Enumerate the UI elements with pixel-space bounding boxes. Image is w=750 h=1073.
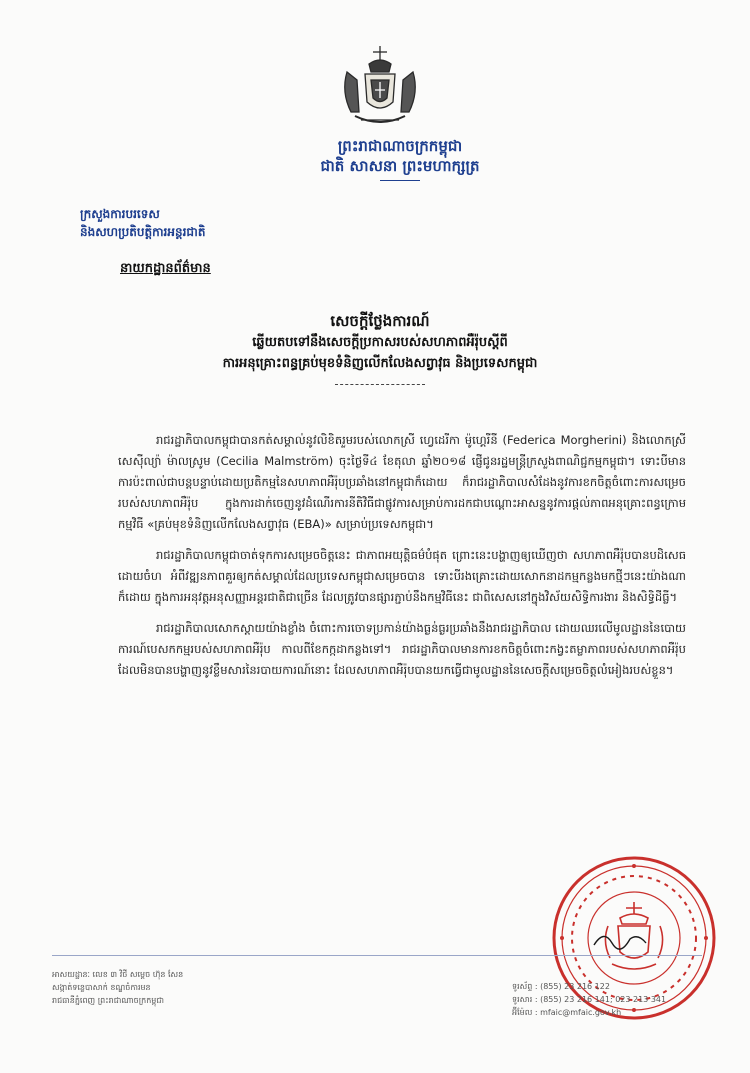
- contact-email: អ៊ីម៉ែល : mfaic@mfaic.gov.kh: [512, 1008, 622, 1017]
- paragraph-2: រាជរដ្ឋាភិបាលកម្ពុជាចាត់ទុកការសម្រេចចិត្តនេះ ជាភាពអយុត្តិធម៌បំផុត ព្រោះនេះបង្ហាញឲ្យឃើញថា សហភាពអឺរ៉ុបបានបដិសេធដោយចំហ អំពីវឌ្ឍនភាពគួរឲ្យកត់សម្គាល់ដែលប្រទេសកម្ពុជាសម្រេចបាន ទោះបីរងគ្រោះដោយសោកនាដកម្មកន្លងមកថ្មីៗនេះយ៉ាងណាក៏ដោយ ក្នុងការអនុវត្តអនុសញ្ញាអន្តរជាតិជាច្រើន ដែលត្រូវបានផ្សារភ្ជាប់នឹងកម្មវិធីនេះ ជាពិសេសនៅក្នុងវិស័យសិទ្ធិការងារ និងសិទ្ធិដីធ្លី។: [118, 548, 686, 604]
- address-line3: រាជធានីភ្នំពេញ ព្រះរាជាណាចក្រកម្ពុជា: [52, 996, 164, 1005]
- national-motto: ជាតិ សាសនា ព្រះមហាក្សត្រ: [320, 157, 480, 175]
- title-rule: [335, 384, 425, 385]
- ministry-line1: ក្រសួងការបរទេស: [80, 207, 160, 221]
- ministry-heading: [80, 205, 300, 241]
- statement-body: [118, 430, 686, 691]
- footer-address: [52, 968, 352, 1007]
- title-line2: ឆ្លើយតបទៅនឹងសេចក្តីប្រកាសរបស់សហភាពអឺរ៉ុបស្តីពី: [252, 335, 508, 350]
- department-name: នាយកដ្ឋានព័ត៌មាន: [120, 261, 211, 276]
- title-line3: ការអនុគ្រោះពន្ធគ្រប់មុខទំនិញលើកលែងសព្វាវុធ និងប្រទេសកម្ពុជា: [222, 356, 538, 371]
- royal-crest-icon: [335, 42, 425, 130]
- paragraph-3: រាជរដ្ឋាភិបាលសោកស្តាយយ៉ាងខ្លាំង ចំពោះការចោទប្រកាន់យ៉ាងធ្ងន់ធ្ងរប្រឆាំងនឹងរាជរដ្ឋាភិបាល ដោយឈរលើមូលដ្ឋាននៃបោយការណ៍បេសកកម្មរបស់សហភាពអឺរ៉ុប កាលពីខែកក្កដាកន្លងទៅ។ រាជរដ្ឋាភិបាលមានការខកចិត្តចំពោះកង្វះតម្លាភាពរបស់សហភាពអឺរ៉ុប ដែលមិនបានបង្ហាញនូវខ្លឹមសារនៃរបាយការណ៍នោះ ដែលសហភាពអឺរ៉ុបបានយកធ្វើជាមូលដ្ឋាននៃសេចក្តីសម្រេចចិត្តលំអៀងរបស់ខ្លួន។: [118, 621, 686, 677]
- kingdom-name: ព្រះរាជាណាចក្រកម្ពុជា: [337, 137, 463, 155]
- heading-divider: [380, 180, 420, 181]
- address-line1: អាសយដ្ឋានៈ លេខ ៣ វិថី សម្តេច ហ៊ុន សែន: [52, 970, 184, 979]
- ministry-line2: និងសហប្រតិបត្តិការអន្តរជាតិ: [80, 225, 206, 239]
- paragraph-1: រាជរដ្ឋាភិបាលកម្ពុជាបានកត់សម្គាល់នូវលិខិតរួមរបស់លោកស្រី ហ្វេដេរីកា ម៉ូហ្គេរីនី (Federica Morgherini) និងលោកស្រី សេស៊ីល្យ៉ា ម៉ាលស្រូម (Cecilia Malmström) ចុះថ្ងៃទី៤ ខែតុលា ឆ្នាំ២០១៨ ផ្ញើជូនរដ្ឋមន្ត្រីក្រសួងពាណិជ្ជកម្មកម្ពុជា។ ទោះបីមានការប៉ះពាល់ជាបន្តបន្ទាប់ដោយប្រតិកម្មនៃសហភាពអឺរ៉ុបប្រឆាំងនៅកម្ពុជាក៏ដោយ ក៏រាជរដ្ឋាភិបាលសំដែងនូវការខកចិត្តចំពោះការសម្រេចរបស់សហភាពអឺរ៉ុប ក្នុងការដាក់ចេញនូវដំណើរការនីតិវិធីជាផ្លូវការសម្រាប់ការដកជាបណ្តោះអាសន្ននូវការផ្តល់ភាពអនុគ្រោះពន្ធក្រោមកម្មវិធី «គ្រប់មុខទំនិញលើកលែងសព្វាវុធ (EBA)» សម្រាប់ប្រទេសកម្ពុជា។: [118, 433, 686, 531]
- signature-scribble-icon: [590, 925, 650, 955]
- statement-title: [80, 310, 680, 385]
- title-line1: សេចក្តីថ្លែងការណ៍: [330, 312, 430, 330]
- footer-divider: [52, 955, 702, 956]
- address-line2: សង្កាត់ទន្លេបាសាក់ ខណ្ឌចំការមន: [52, 983, 151, 992]
- kingdom-heading: [250, 136, 550, 181]
- contact-phone: ទូរស័ព្ទ : (855) 23 216 122: [512, 982, 610, 991]
- contact-fax: ទូរសារ : (855) 23 216 141; 023 213 341: [512, 995, 667, 1004]
- footer-contact: [512, 980, 732, 1019]
